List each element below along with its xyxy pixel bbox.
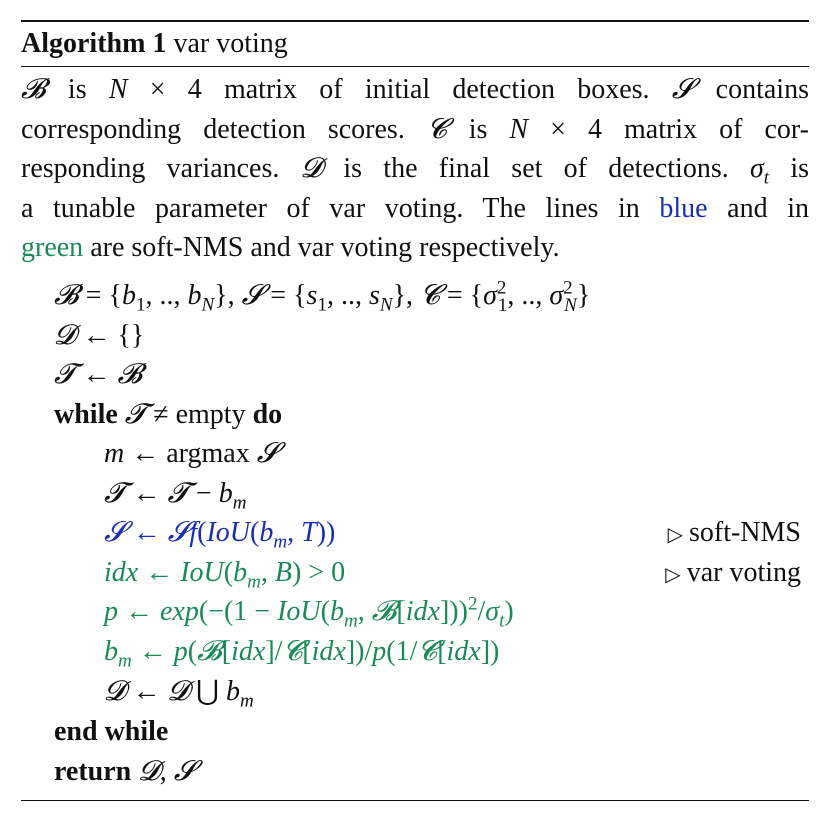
algo-line-init-t: 𝓣 ← 𝓑 (54, 359, 143, 390)
algo-line-soft-nms: 𝓢 ← $𝓢f(IoU(b_m$, T)) (104, 517, 336, 553)
algorithm-name: var voting (173, 28, 288, 59)
bottom-rule (21, 800, 809, 801)
comment-var-voting-text: var voting (686, 557, 801, 588)
description-line-3: responding variances. 𝓓 is the final set of detections. $\sigma_t$ is (21, 153, 810, 189)
comment-soft-nms-text: soft-NMS (688, 517, 801, 548)
triangle-right-icon: ▷ (665, 564, 681, 586)
description-line-1: 𝓑 is N × 4 matrix of initial detection boxes. 𝓢 contains (21, 74, 809, 105)
description-green-word: green (21, 232, 84, 263)
algo-line-union: 𝓓 ← 𝓓 ⋃ $b_m$ (104, 676, 254, 712)
description-line-5: green are soft-NMS and var voting respectively. (21, 232, 560, 263)
triangle-right-icon: ▷ (667, 524, 683, 546)
algo-line-p: p ← $\exp(-(1 - IoU(b_m$, $𝓑[idx]))^2/\sigma_t$) (104, 593, 514, 632)
description-line-4: a tunable parameter of var voting. The lines in blue and in (21, 192, 809, 224)
algo-line-argmax: m ← argmax 𝓢 (104, 438, 279, 469)
algo-line-bm-update: $b_m$ ← p(𝓑[idx]/𝓒[idx])/p(1/𝓒[idx]) (104, 636, 500, 672)
algo-line-remove: 𝓣 ← 𝓣 − $b_m$ (104, 478, 247, 514)
description-line-2: corresponding detection scores. 𝓒 is N × 4 matrix of cor- (21, 113, 809, 145)
algo-line-init-d: 𝓓 ← {} (54, 320, 145, 351)
algo-line-init-sets: 𝓑 = {$b_1$, .., $b_N$}, 𝓢 = {$s_1$, .., $s_N$}, 𝓒 = {$\sigma^2_1$, .., $\sigma^2_N$} (54, 277, 591, 316)
algo-line-end-while: end while (54, 716, 169, 747)
algo-line-idx: idx ← $IoU(b_m$, B) > 0 (104, 557, 346, 593)
algo-line-while: while 𝓣 ≠ empty do (54, 399, 283, 430)
comment-soft-nms (668, 513, 801, 555)
algo-line-return: return 𝓓, 𝓢 (54, 756, 196, 787)
description-blue-word: blue (659, 192, 708, 224)
algorithm-label: Algorithm 1 (21, 28, 167, 59)
comment-var-voting (665, 553, 801, 595)
